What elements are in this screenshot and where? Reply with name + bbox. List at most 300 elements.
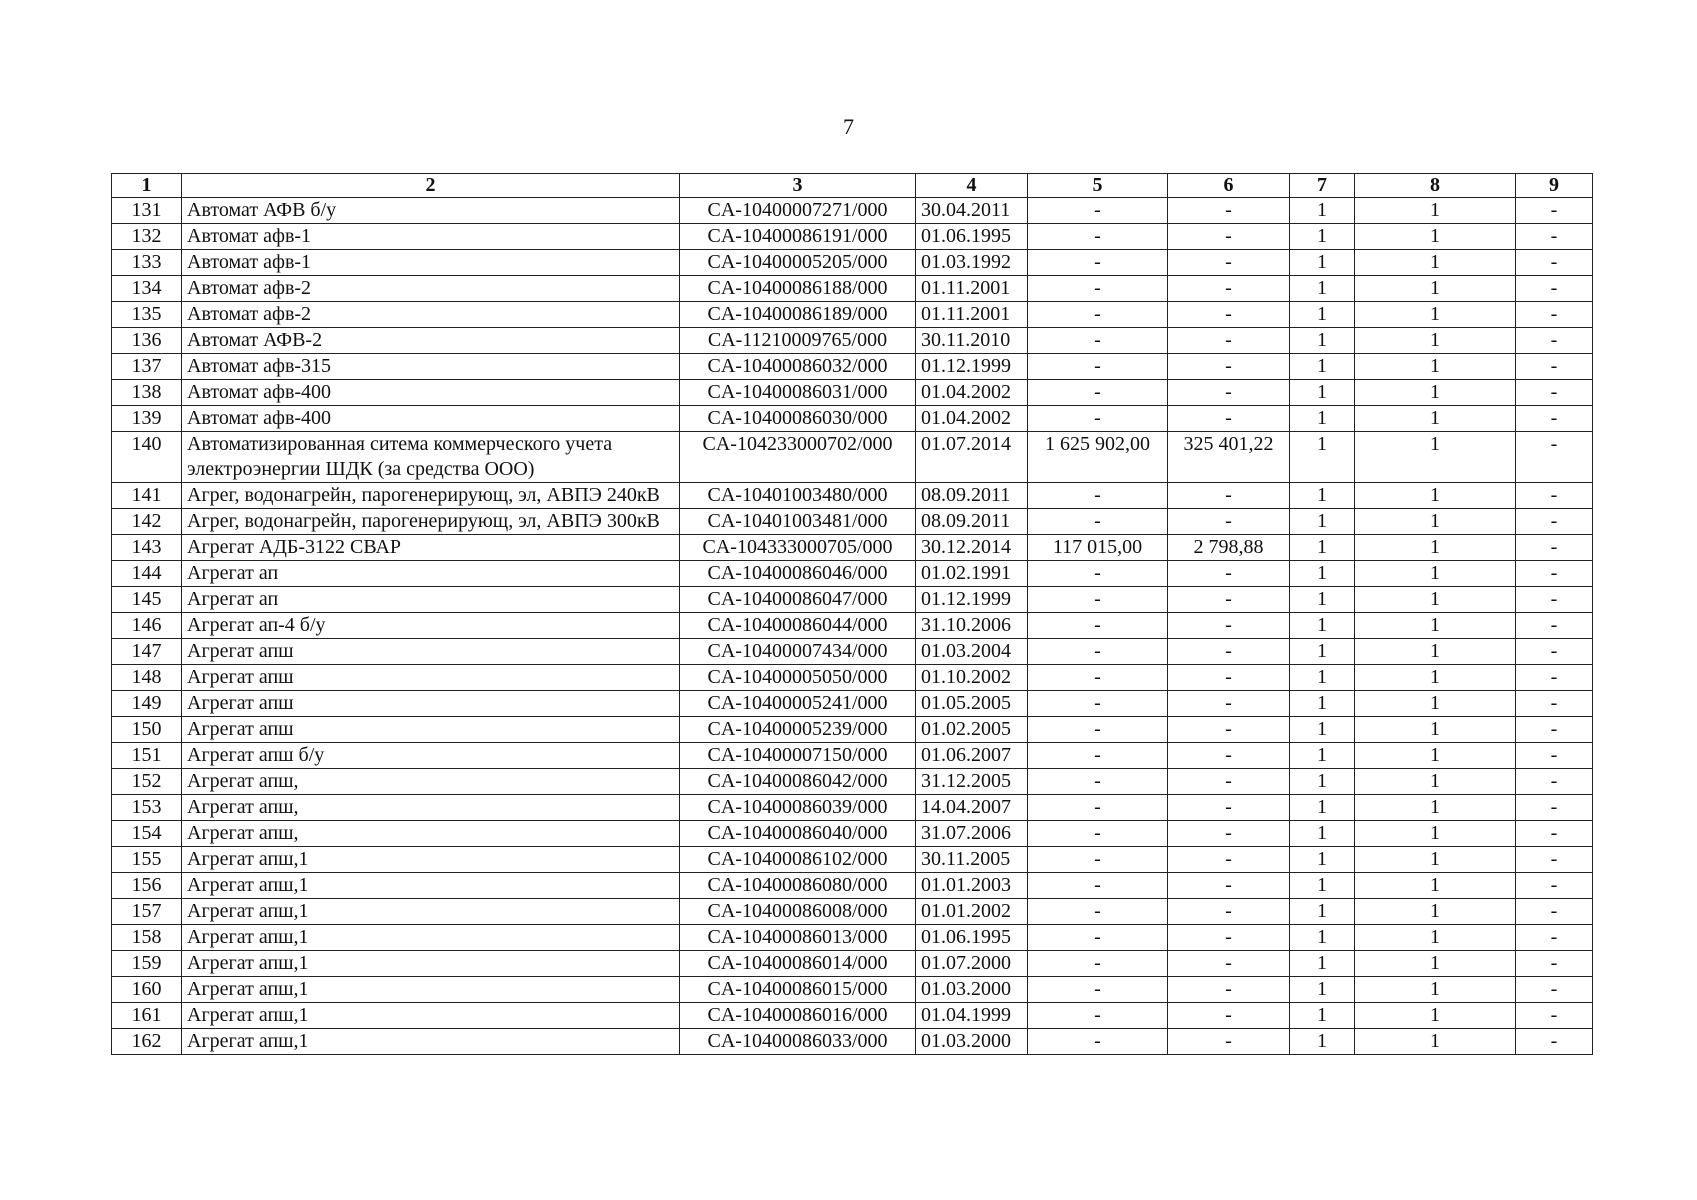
date-cell: 01.10.2002	[916, 665, 1028, 691]
inventory-code-cell: CA-11210009765/000	[680, 328, 916, 354]
column-header: 6	[1168, 174, 1290, 198]
value-col-5-cell: -	[1028, 587, 1168, 613]
row-number-cell: 156	[112, 873, 182, 899]
inventory-code-cell: CA-10400007271/000	[680, 198, 916, 224]
item-name-cell: Агрегат апш	[182, 691, 680, 717]
date-cell: 01.11.2001	[916, 302, 1028, 328]
value-col-5-cell: -	[1028, 380, 1168, 406]
value-col-8-cell: 1	[1355, 250, 1516, 276]
value-col-6-cell: -	[1168, 899, 1290, 925]
date-cell: 01.04.2002	[916, 380, 1028, 406]
value-col-9-cell: -	[1516, 1003, 1593, 1029]
value-col-6-cell: -	[1168, 302, 1290, 328]
row-number-cell: 139	[112, 406, 182, 432]
value-col-8-cell: 1	[1355, 224, 1516, 250]
value-col-9-cell: -	[1516, 691, 1593, 717]
value-col-6-cell: -	[1168, 613, 1290, 639]
item-name-cell: Агрегат апш,1	[182, 951, 680, 977]
value-col-7-cell: 1	[1290, 769, 1355, 795]
row-number-cell: 136	[112, 328, 182, 354]
value-col-7-cell: 1	[1290, 743, 1355, 769]
date-cell: 30.11.2005	[916, 847, 1028, 873]
date-cell: 01.06.1995	[916, 925, 1028, 951]
item-name-cell: Автомат афв-400	[182, 406, 680, 432]
value-col-6-cell: -	[1168, 354, 1290, 380]
row-number-cell: 152	[112, 769, 182, 795]
value-col-5-cell: -	[1028, 406, 1168, 432]
item-name-cell: Агрегат апш,1	[182, 925, 680, 951]
date-cell: 31.12.2005	[916, 769, 1028, 795]
table-row	[112, 406, 1593, 432]
date-cell: 31.10.2006	[916, 613, 1028, 639]
inventory-code-cell: CA-104333000705/000	[680, 535, 916, 561]
item-name-cell: Автоматизированная ситема коммерческого учета электроэнергии ШДК (за средства ООО)	[182, 432, 680, 483]
value-col-6-cell: -	[1168, 250, 1290, 276]
item-name-cell: Автомат афв-1	[182, 224, 680, 250]
table-row	[112, 354, 1593, 380]
value-col-6-cell: -	[1168, 1029, 1290, 1055]
inventory-code-cell: CA-10400086102/000	[680, 847, 916, 873]
value-col-9-cell: -	[1516, 587, 1593, 613]
inventory-code-cell: CA-10400007434/000	[680, 639, 916, 665]
table-row	[112, 821, 1593, 847]
value-col-5-cell: -	[1028, 613, 1168, 639]
value-col-8-cell: 1	[1355, 613, 1516, 639]
value-col-5-cell: -	[1028, 561, 1168, 587]
item-name-cell: Автомат афв-2	[182, 302, 680, 328]
date-cell: 01.03.2000	[916, 1029, 1028, 1055]
inventory-code-cell: CA-10400086040/000	[680, 821, 916, 847]
table-row	[112, 613, 1593, 639]
table-row	[112, 509, 1593, 535]
value-col-6-cell: -	[1168, 769, 1290, 795]
inventory-code-cell: CA-10400086189/000	[680, 302, 916, 328]
value-col-8-cell: 1	[1355, 847, 1516, 873]
row-number-cell: 154	[112, 821, 182, 847]
value-col-5-cell: -	[1028, 250, 1168, 276]
table-row	[112, 639, 1593, 665]
inventory-code-cell: CA-10400005205/000	[680, 250, 916, 276]
value-col-9-cell: -	[1516, 795, 1593, 821]
value-col-7-cell: 1	[1290, 613, 1355, 639]
item-name-cell: Агрегат апш,1	[182, 1029, 680, 1055]
value-col-6-cell: 2 798,88	[1168, 535, 1290, 561]
value-col-8-cell: 1	[1355, 977, 1516, 1003]
item-name-cell: Агрегат апш,	[182, 795, 680, 821]
value-col-7-cell: 1	[1290, 847, 1355, 873]
value-col-8-cell: 1	[1355, 769, 1516, 795]
header-row	[112, 174, 1593, 198]
date-cell: 01.01.2003	[916, 873, 1028, 899]
table-row	[112, 302, 1593, 328]
column-header: 3	[680, 174, 916, 198]
value-col-9-cell: -	[1516, 639, 1593, 665]
item-name-cell: Автомат афв-2	[182, 276, 680, 302]
item-name-cell: Агрегат апш	[182, 717, 680, 743]
value-col-7-cell: 1	[1290, 380, 1355, 406]
row-number-cell: 150	[112, 717, 182, 743]
value-col-6-cell: -	[1168, 483, 1290, 509]
table-row	[112, 899, 1593, 925]
value-col-7-cell: 1	[1290, 899, 1355, 925]
value-col-7-cell: 1	[1290, 483, 1355, 509]
value-col-7-cell: 1	[1290, 198, 1355, 224]
column-header: 9	[1516, 174, 1593, 198]
item-name-cell: Автомат афв-400	[182, 380, 680, 406]
inventory-code-cell: CA-10400086080/000	[680, 873, 916, 899]
value-col-9-cell: -	[1516, 821, 1593, 847]
date-cell: 01.02.2005	[916, 717, 1028, 743]
row-number-cell: 140	[112, 432, 182, 483]
value-col-9-cell: -	[1516, 613, 1593, 639]
inventory-code-cell: CA-10400086188/000	[680, 276, 916, 302]
value-col-8-cell: 1	[1355, 717, 1516, 743]
value-col-7-cell: 1	[1290, 821, 1355, 847]
value-col-7-cell: 1	[1290, 276, 1355, 302]
value-col-6-cell: -	[1168, 821, 1290, 847]
row-number-cell: 160	[112, 977, 182, 1003]
value-col-6-cell: -	[1168, 406, 1290, 432]
value-col-9-cell: -	[1516, 717, 1593, 743]
table-row	[112, 847, 1593, 873]
item-name-cell: Автомат афв-1	[182, 250, 680, 276]
value-col-6-cell: -	[1168, 665, 1290, 691]
value-col-5-cell: -	[1028, 302, 1168, 328]
inventory-code-cell: CA-10400005050/000	[680, 665, 916, 691]
inventory-code-cell: CA-104233000702/000	[680, 432, 916, 483]
date-cell: 01.06.1995	[916, 224, 1028, 250]
item-name-cell: Агрегат АДБ-3122 СВАР	[182, 535, 680, 561]
row-number-cell: 135	[112, 302, 182, 328]
value-col-5-cell: -	[1028, 639, 1168, 665]
date-cell: 01.07.2014	[916, 432, 1028, 483]
inventory-code-cell: CA-10400086042/000	[680, 769, 916, 795]
value-col-8-cell: 1	[1355, 1003, 1516, 1029]
value-col-5-cell: -	[1028, 951, 1168, 977]
row-number-cell: 141	[112, 483, 182, 509]
value-col-8-cell: 1	[1355, 665, 1516, 691]
value-col-8-cell: 1	[1355, 1029, 1516, 1055]
value-col-8-cell: 1	[1355, 925, 1516, 951]
row-number-cell: 155	[112, 847, 182, 873]
value-col-9-cell: -	[1516, 432, 1593, 483]
value-col-6-cell: -	[1168, 639, 1290, 665]
value-col-9-cell: -	[1516, 899, 1593, 925]
value-col-9-cell: -	[1516, 509, 1593, 535]
date-cell: 31.07.2006	[916, 821, 1028, 847]
value-col-5-cell: 117 015,00	[1028, 535, 1168, 561]
row-number-cell: 142	[112, 509, 182, 535]
table-row	[112, 432, 1593, 483]
value-col-6-cell: -	[1168, 276, 1290, 302]
value-col-6-cell: -	[1168, 873, 1290, 899]
row-number-cell: 153	[112, 795, 182, 821]
value-col-8-cell: 1	[1355, 821, 1516, 847]
date-cell: 01.03.2004	[916, 639, 1028, 665]
value-col-8-cell: 1	[1355, 561, 1516, 587]
value-col-6-cell: -	[1168, 561, 1290, 587]
item-name-cell: Автомат афв-315	[182, 354, 680, 380]
value-col-7-cell: 1	[1290, 224, 1355, 250]
value-col-5-cell: -	[1028, 821, 1168, 847]
value-col-6-cell: -	[1168, 847, 1290, 873]
item-name-cell: Агрегат апш,1	[182, 1003, 680, 1029]
value-col-6-cell: 325 401,22	[1168, 432, 1290, 483]
row-number-cell: 138	[112, 380, 182, 406]
value-col-9-cell: -	[1516, 847, 1593, 873]
inventory-code-cell: CA-10401003480/000	[680, 483, 916, 509]
value-col-8-cell: 1	[1355, 483, 1516, 509]
table-row	[112, 717, 1593, 743]
value-col-7-cell: 1	[1290, 561, 1355, 587]
table-row	[112, 925, 1593, 951]
inventory-code-cell: CA-10401003481/000	[680, 509, 916, 535]
value-col-7-cell: 1	[1290, 302, 1355, 328]
value-col-8-cell: 1	[1355, 587, 1516, 613]
value-col-8-cell: 1	[1355, 691, 1516, 717]
value-col-8-cell: 1	[1355, 899, 1516, 925]
inventory-code-cell: CA-10400086046/000	[680, 561, 916, 587]
inventory-code-cell: CA-10400086015/000	[680, 977, 916, 1003]
value-col-9-cell: -	[1516, 328, 1593, 354]
value-col-9-cell: -	[1516, 743, 1593, 769]
date-cell: 08.09.2011	[916, 509, 1028, 535]
inventory-code-cell: CA-10400086033/000	[680, 1029, 916, 1055]
inventory-code-cell: CA-10400086016/000	[680, 1003, 916, 1029]
table-row	[112, 224, 1593, 250]
item-name-cell: Агрегат апш б/у	[182, 743, 680, 769]
value-col-9-cell: -	[1516, 951, 1593, 977]
date-cell: 01.02.1991	[916, 561, 1028, 587]
value-col-7-cell: 1	[1290, 354, 1355, 380]
inventory-code-cell: CA-10400086030/000	[680, 406, 916, 432]
value-col-6-cell: -	[1168, 717, 1290, 743]
date-cell: 30.12.2014	[916, 535, 1028, 561]
column-header: 4	[916, 174, 1028, 198]
value-col-9-cell: -	[1516, 250, 1593, 276]
value-col-9-cell: -	[1516, 665, 1593, 691]
value-col-5-cell: -	[1028, 743, 1168, 769]
row-number-cell: 146	[112, 613, 182, 639]
column-header: 5	[1028, 174, 1168, 198]
value-col-9-cell: -	[1516, 302, 1593, 328]
table-row	[112, 743, 1593, 769]
row-number-cell: 134	[112, 276, 182, 302]
value-col-6-cell: -	[1168, 328, 1290, 354]
value-col-6-cell: -	[1168, 951, 1290, 977]
date-cell: 30.04.2011	[916, 198, 1028, 224]
row-number-cell: 145	[112, 587, 182, 613]
value-col-7-cell: 1	[1290, 1029, 1355, 1055]
value-col-8-cell: 1	[1355, 509, 1516, 535]
inventory-code-cell: CA-10400086013/000	[680, 925, 916, 951]
value-col-7-cell: 1	[1290, 406, 1355, 432]
item-name-cell: Агрегат ап	[182, 587, 680, 613]
table-row	[112, 769, 1593, 795]
value-col-6-cell: -	[1168, 509, 1290, 535]
value-col-9-cell: -	[1516, 198, 1593, 224]
value-col-9-cell: -	[1516, 925, 1593, 951]
value-col-8-cell: 1	[1355, 535, 1516, 561]
value-col-8-cell: 1	[1355, 380, 1516, 406]
table-row	[112, 665, 1593, 691]
row-number-cell: 161	[112, 1003, 182, 1029]
value-col-6-cell: -	[1168, 224, 1290, 250]
value-col-8-cell: 1	[1355, 354, 1516, 380]
value-col-7-cell: 1	[1290, 951, 1355, 977]
value-col-6-cell: -	[1168, 743, 1290, 769]
column-header: 8	[1355, 174, 1516, 198]
date-cell: 01.05.2005	[916, 691, 1028, 717]
item-name-cell: Агрегат апш	[182, 639, 680, 665]
inventory-code-cell: CA-10400007150/000	[680, 743, 916, 769]
item-name-cell: Агрегат апш,1	[182, 873, 680, 899]
value-col-9-cell: -	[1516, 354, 1593, 380]
value-col-8-cell: 1	[1355, 639, 1516, 665]
value-col-9-cell: -	[1516, 1029, 1593, 1055]
item-name-cell: Агрег, водонагрейн, парогенерирующ, эл, АВПЭ 300кВ	[182, 509, 680, 535]
row-number-cell: 157	[112, 899, 182, 925]
table-row	[112, 198, 1593, 224]
column-header: 2	[182, 174, 680, 198]
value-col-5-cell: -	[1028, 198, 1168, 224]
value-col-8-cell: 1	[1355, 743, 1516, 769]
date-cell: 01.04.2002	[916, 406, 1028, 432]
value-col-5-cell: -	[1028, 665, 1168, 691]
value-col-6-cell: -	[1168, 198, 1290, 224]
date-cell: 14.04.2007	[916, 795, 1028, 821]
value-col-9-cell: -	[1516, 276, 1593, 302]
table-row	[112, 250, 1593, 276]
row-number-cell: 148	[112, 665, 182, 691]
date-cell: 01.04.1999	[916, 1003, 1028, 1029]
item-name-cell: Агрегат ап-4 б/у	[182, 613, 680, 639]
inventory-table	[111, 173, 1593, 1055]
value-col-9-cell: -	[1516, 873, 1593, 899]
table-row	[112, 873, 1593, 899]
date-cell: 08.09.2011	[916, 483, 1028, 509]
row-number-cell: 133	[112, 250, 182, 276]
table-row	[112, 1029, 1593, 1055]
date-cell: 01.12.1999	[916, 354, 1028, 380]
value-col-6-cell: -	[1168, 587, 1290, 613]
value-col-8-cell: 1	[1355, 406, 1516, 432]
inventory-code-cell: CA-10400086031/000	[680, 380, 916, 406]
table-row	[112, 587, 1593, 613]
value-col-5-cell: -	[1028, 354, 1168, 380]
inventory-code-cell: CA-10400086044/000	[680, 613, 916, 639]
value-col-5-cell: -	[1028, 276, 1168, 302]
value-col-6-cell: -	[1168, 380, 1290, 406]
table-row	[112, 483, 1593, 509]
value-col-7-cell: 1	[1290, 432, 1355, 483]
value-col-8-cell: 1	[1355, 328, 1516, 354]
row-number-cell: 151	[112, 743, 182, 769]
item-name-cell: Агрегат апш,	[182, 821, 680, 847]
value-col-8-cell: 1	[1355, 302, 1516, 328]
table-body	[112, 198, 1593, 1055]
value-col-5-cell: -	[1028, 899, 1168, 925]
value-col-9-cell: -	[1516, 406, 1593, 432]
value-col-8-cell: 1	[1355, 795, 1516, 821]
item-name-cell: Агрегат апш,	[182, 769, 680, 795]
value-col-7-cell: 1	[1290, 509, 1355, 535]
item-name-cell: Агрег, водонагрейн, парогенерирующ, эл, АВПЭ 240кВ	[182, 483, 680, 509]
row-number-cell: 143	[112, 535, 182, 561]
value-col-5-cell: -	[1028, 224, 1168, 250]
value-col-7-cell: 1	[1290, 665, 1355, 691]
value-col-7-cell: 1	[1290, 873, 1355, 899]
value-col-9-cell: -	[1516, 535, 1593, 561]
table-row	[112, 977, 1593, 1003]
row-number-cell: 131	[112, 198, 182, 224]
item-name-cell: Автомат АФВ б/у	[182, 198, 680, 224]
value-col-9-cell: -	[1516, 561, 1593, 587]
value-col-8-cell: 1	[1355, 198, 1516, 224]
date-cell: 01.03.2000	[916, 977, 1028, 1003]
row-number-cell: 162	[112, 1029, 182, 1055]
inventory-code-cell: CA-10400005241/000	[680, 691, 916, 717]
date-cell: 01.11.2001	[916, 276, 1028, 302]
date-cell: 01.03.1992	[916, 250, 1028, 276]
page-number: 7	[843, 114, 854, 139]
inventory-code-cell: CA-10400086191/000	[680, 224, 916, 250]
inventory-code-cell: CA-10400086008/000	[680, 899, 916, 925]
item-name-cell: Агрегат апш,1	[182, 847, 680, 873]
value-col-7-cell: 1	[1290, 691, 1355, 717]
item-name-cell: Автомат АФВ-2	[182, 328, 680, 354]
date-cell: 30.11.2010	[916, 328, 1028, 354]
value-col-6-cell: -	[1168, 1003, 1290, 1029]
item-name-cell: Агрегат апш,1	[182, 977, 680, 1003]
value-col-7-cell: 1	[1290, 535, 1355, 561]
value-col-7-cell: 1	[1290, 977, 1355, 1003]
value-col-6-cell: -	[1168, 795, 1290, 821]
value-col-5-cell: -	[1028, 509, 1168, 535]
value-col-6-cell: -	[1168, 925, 1290, 951]
value-col-9-cell: -	[1516, 380, 1593, 406]
item-name-cell: Агрегат ап	[182, 561, 680, 587]
table-row	[112, 380, 1593, 406]
row-number-cell: 147	[112, 639, 182, 665]
table-row	[112, 691, 1593, 717]
inventory-code-cell: CA-10400005239/000	[680, 717, 916, 743]
table-row	[112, 276, 1593, 302]
value-col-8-cell: 1	[1355, 951, 1516, 977]
value-col-5-cell: 1 625 902,00	[1028, 432, 1168, 483]
table-row	[112, 535, 1593, 561]
column-header: 1	[112, 174, 182, 198]
value-col-9-cell: -	[1516, 224, 1593, 250]
value-col-5-cell: -	[1028, 1029, 1168, 1055]
table-row	[112, 328, 1593, 354]
value-col-7-cell: 1	[1290, 639, 1355, 665]
table-row	[112, 795, 1593, 821]
value-col-5-cell: -	[1028, 847, 1168, 873]
value-col-8-cell: 1	[1355, 276, 1516, 302]
item-name-cell: Агрегат апш	[182, 665, 680, 691]
value-col-8-cell: 1	[1355, 873, 1516, 899]
item-name-cell: Агрегат апш,1	[182, 899, 680, 925]
date-cell: 01.06.2007	[916, 743, 1028, 769]
value-col-5-cell: -	[1028, 977, 1168, 1003]
date-cell: 01.12.1999	[916, 587, 1028, 613]
value-col-5-cell: -	[1028, 769, 1168, 795]
column-header: 7	[1290, 174, 1355, 198]
value-col-5-cell: -	[1028, 717, 1168, 743]
value-col-5-cell: -	[1028, 328, 1168, 354]
value-col-7-cell: 1	[1290, 328, 1355, 354]
